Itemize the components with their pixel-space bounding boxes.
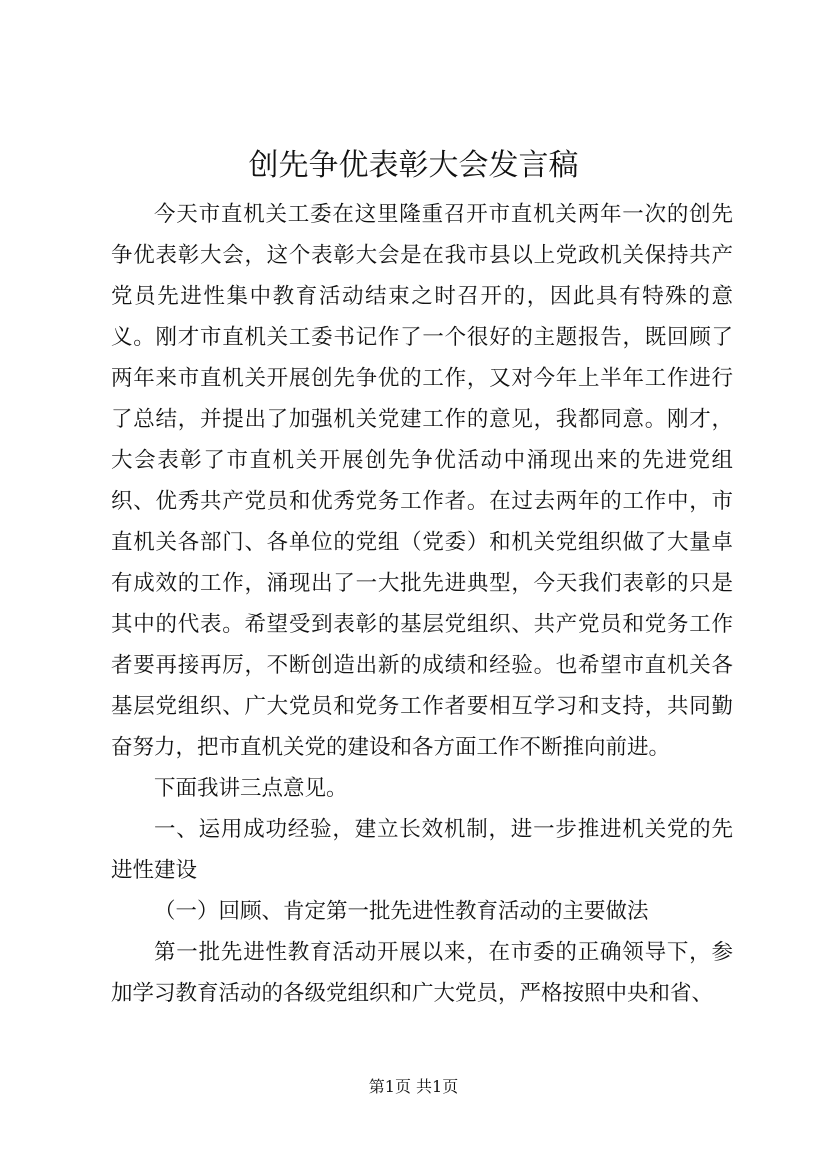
paragraph-section-1: 第一批先进性教育活动开展以来，在市委的正确领导下，参加学习教育活动的各级党组织和广大党员，严格按照中央和省、	[111, 940, 733, 1006]
document-title: 创先争优表彰大会发言稿	[248, 148, 579, 183]
subsection-heading-1: （一）回顾、肯定第一批先进性教育活动的主要做法	[154, 899, 649, 924]
paragraph-opening: 今天市直机关工委在这里隆重召开市直机关两年一次的创先争优表彰大会，这个表彰大会是在我市县以上党政机关保持共产党员先进性集中教育活动结束之时召开的，因此具有特殊的意义。刚才市直机关工委书记作了一个很好的主题报告，既回顾了两年来市直机关开展创先争优的工作，又对今年上半年工作进行了总结，并提出了加强机关党建工作的意见，我都同意。刚才，大会表彰了市直机关开展创先争优活动中涌现出来的先进党组织、优秀共产党员和优秀党务工作者。在过去两年的工作中，市直机关各部门、各单位的党组（党委）和机关党组织做了大量卓有成效的工作，涌现出了一大批先进典型，今天我们表彰的只是其中的代表。希望受到表彰的基层党组织、共产党员和党务工作者要再接再厉，不断创造出新的成绩和经验。也希望市直机关各基层党组织、广大党员和党务工作者要相互学习和支持，共同勤奋努力，把市直机关党的建设和各方面工作不断推向前进。	[111, 202, 733, 760]
document-body	[111, 194, 733, 1014]
page-number-footer: 第1页 共1页	[368, 1077, 459, 1096]
section-heading-1: 一、运用成功经验，建立长效机制，进一步推进机关党的先进性建设	[111, 817, 733, 883]
paragraph-intro-points: 下面我讲三点意见。	[154, 776, 348, 801]
